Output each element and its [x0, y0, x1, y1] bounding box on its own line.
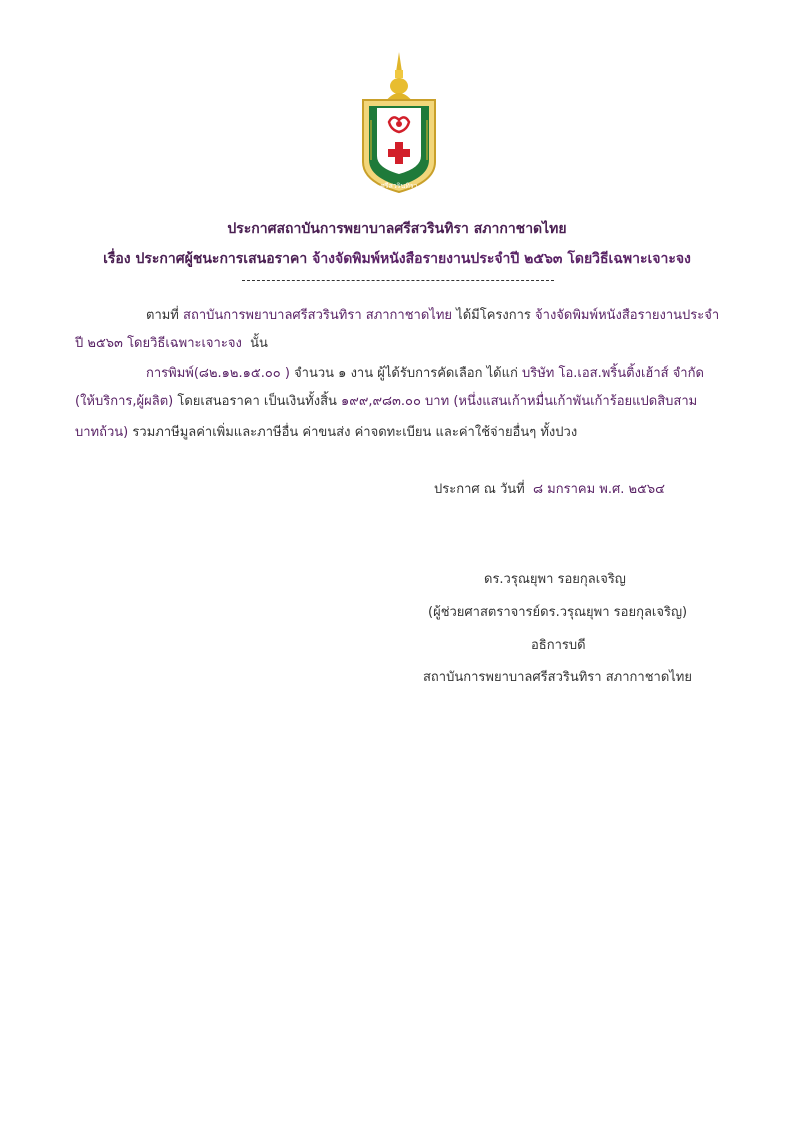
paragraph-1-line-2 [75, 335, 268, 353]
paragraph-2-line-3 [75, 424, 577, 442]
p2-item: การพิมพ์(๘๒.๑๒.๑๕.๐๐ ) [146, 366, 290, 381]
subject-prefix: เรื่อง ประกาศผู้ชนะการเสนอราคา [103, 251, 308, 267]
p2-amount: ๑๙๙,๙๘๓.๐๐ บาท [341, 394, 450, 409]
p1-project: จ้างจัดพิมพ์หนังสือรายงานประจำ [535, 308, 720, 323]
signer-full-title: (ผู้ช่วยศาสตราจารย์ดร.วรุณยุพา รอยกุลเจริญ) [428, 605, 688, 620]
p1-mid: ได้มีโครงการ [456, 308, 531, 323]
announce-label: ประกาศ ณ วันที่ [434, 482, 525, 497]
p2-count: จำนวน ๑ งาน [294, 366, 374, 381]
subject-project: จ้างจัดพิมพ์หนังสือรายงานประจำปี ๒๕๖๓ โดยวิธีเฉพาะเจาะจง [312, 251, 691, 267]
p1-line2-end: นั้น [250, 336, 268, 351]
p2-amount-words: (หนึ่งแสนเก้าหมื่นเก้าพันเก้าร้อยแปดสิบสาม [453, 394, 698, 409]
institution-logo [357, 50, 441, 195]
p1-lead: ตามที่ [146, 308, 179, 323]
paragraph-2-line-2 [75, 393, 697, 411]
logo-text: ศรีสวรินทิรา [380, 182, 418, 190]
paragraph-2-line-1 [146, 365, 704, 383]
signer-position: อธิการบดี [531, 638, 586, 653]
announce-date: ๘ มกราคม พ.ศ. ๒๕๖๔ [533, 482, 665, 497]
p2-price-label: โดยเสนอราคา เป็นเงินทั้งสิ้น [177, 394, 337, 409]
announcement-subject [0, 250, 794, 268]
p2-winner: บริษัท โอ.เอส.พริ้นติ้งเฮ้าส์ จำกัด [521, 366, 704, 381]
p2-type: (ให้บริการ,ผู้ผลิต) [75, 394, 174, 409]
separator-line [242, 280, 554, 281]
p2-winner-label: ผู้ได้รับการคัดเลือก ได้แก่ [377, 366, 518, 381]
p2-amount-words-end: บาทถ้วน) [75, 425, 129, 440]
p1-line2: ปี ๒๕๖๓ โดยวิธีเฉพาะเจาะจง [75, 336, 242, 351]
signer-organization: สถาบันการพยาบาลศรีสวรินทิรา สภากาชาดไทย [423, 670, 692, 685]
announcement-title: ประกาศสถาบันการพยาบาลศรีสวรินทิรา สภากาชาดไทย [227, 221, 567, 237]
p1-org: สถาบันการพยาบาลศรีสวรินทิรา สภากาชาดไทย [183, 308, 453, 323]
p2-rest: รวมภาษีมูลค่าเพิ่มและภาษีอื่น ค่าขนส่ง ค่าจดทะเบียน และค่าใช้จ่ายอื่นๆ ทั้งปวง [132, 425, 578, 440]
signer-name: ดร.วรุณยุพา รอยกุลเจริญ [484, 572, 626, 587]
announce-date-line [434, 481, 665, 499]
paragraph-1-line-1 [146, 307, 719, 325]
